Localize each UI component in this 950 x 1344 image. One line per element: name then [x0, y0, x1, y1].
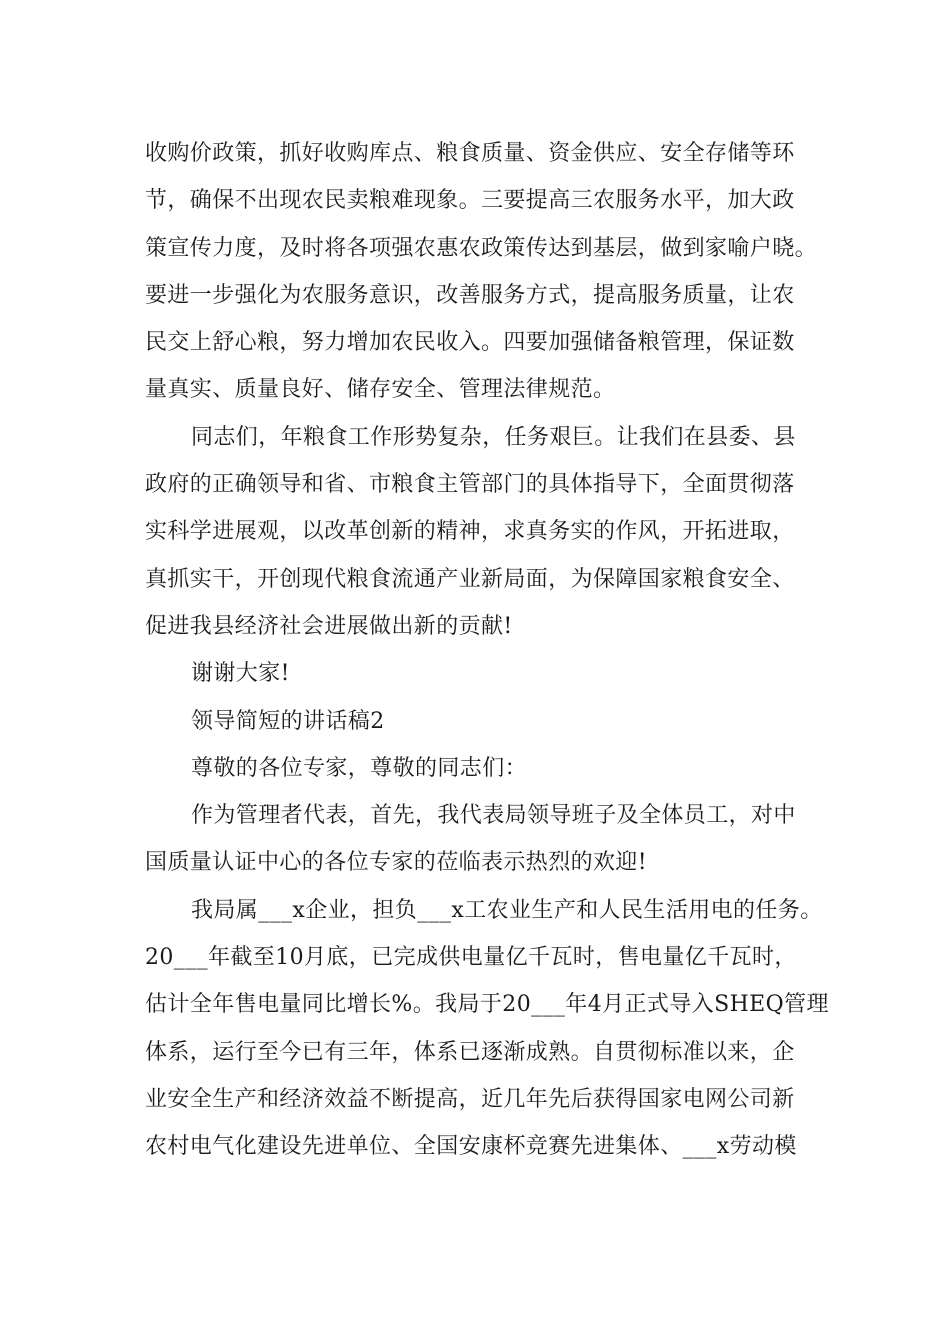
text-line: 作为管理者代表，首先，我代表局领导班子及全体员工，对中 [191, 803, 796, 829]
text-line: 促进我县经济社会进展做出新的贡献! [145, 613, 513, 639]
text-line: 政府的正确领导和省、市粮食主管部门的具体指导下，全面贯彻落 [145, 472, 795, 498]
text-line: 估计全年售电量同比增长%。我局于20___年4月正式导入SHEQ管理 [145, 992, 829, 1018]
text-line: 同志们，年粮食工作形势复杂，任务艰巨。让我们在县委、县 [191, 424, 796, 450]
text-line: 国质量认证中心的各位专家的莅临表示热烈的欢迎! [145, 850, 648, 876]
text-line: 民交上舒心粮，努力增加农民收入。四要加强储备粮管理，保证数 [145, 330, 795, 356]
text-line: 要进一步强化为农服务意识，改善服务方式，提高服务质量，让农 [145, 282, 795, 308]
document-body [145, 130, 829, 1171]
text-line: 实科学进展观，以改革创新的精神，求真务实的作风，开拓进取， [145, 519, 795, 545]
text-line: 量真实、质量良好、储存安全、管理法律规范。 [145, 377, 616, 403]
text-line: 农村电气化建设先进单位、全国安康杯竞赛先进集体、___x劳动模 [145, 1134, 797, 1160]
text-line: 真抓实干，开创现代粮食流通产业新局面，为保障国家粮食安全、 [145, 566, 795, 592]
text-line: 领导简短的讲话稿2 [191, 708, 385, 734]
text-line: 业安全生产和经济效益不断提高，近几年先后获得国家电网公司新 [145, 1086, 795, 1112]
text-line: 收购价政策，抓好收购库点、粮食质量、资金供应、安全存储等环 [145, 141, 795, 166]
text-line: 节，确保不出现农民卖粮难现象。三要提高三农服务水平，加大政 [145, 188, 795, 214]
text-line: 尊敬的各位专家，尊敬的同志们： [191, 755, 528, 781]
text-line: 体系，运行至今已有三年，体系已逐渐成熟。自贯彻标准以来，企 [145, 1039, 795, 1065]
text-line: 策宣传力度，及时将各项强农惠农政策传达到基层，做到家喻户晓。 [145, 235, 818, 261]
text-line: 20___年截至10月底，已完成供电量亿千瓦时，售电量亿千瓦时， [145, 945, 797, 971]
text-line: 谢谢大家! [191, 661, 290, 687]
text-line: 我局属___x企业，担负___x工农业生产和人民生活用电的任务。 [191, 897, 823, 923]
